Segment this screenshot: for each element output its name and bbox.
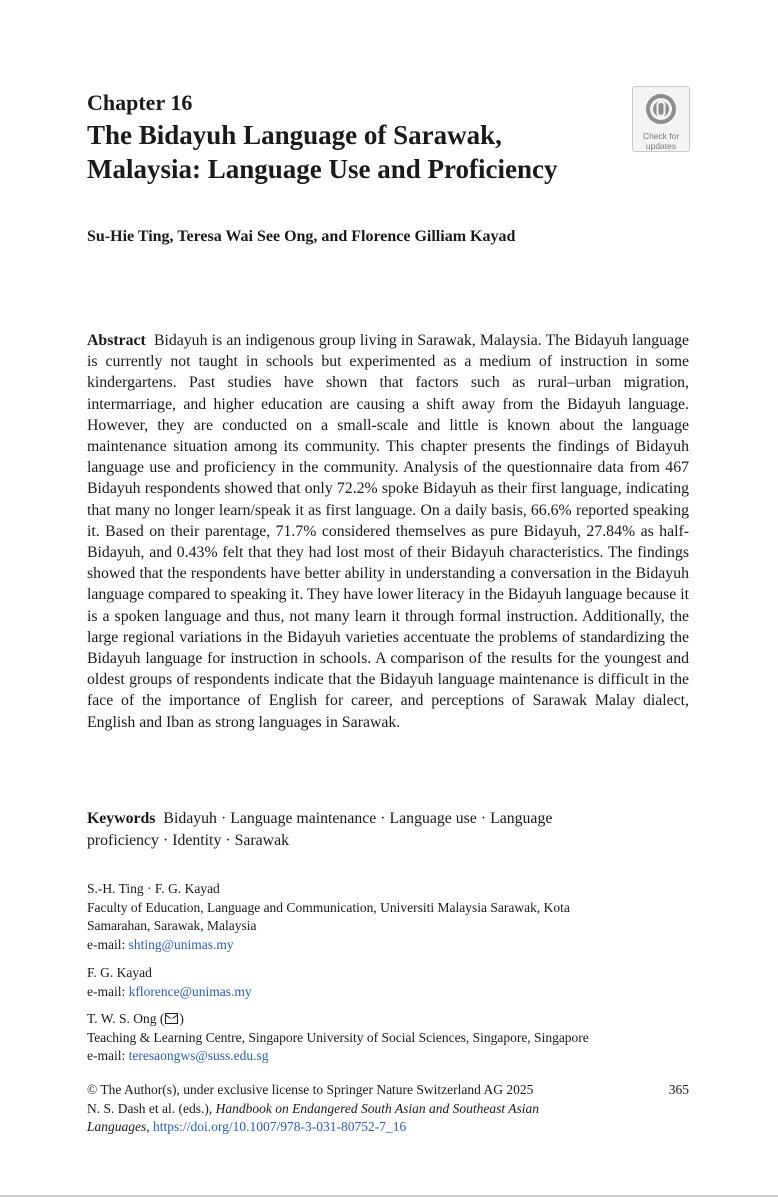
keywords: [87, 808, 689, 851]
citation-line: [87, 1100, 689, 1119]
copyright-line: © The Author(s), under exclusive license to Springer Nature Switzerland AG 2025: [87, 1082, 534, 1097]
affiliation-names-row: [87, 1010, 689, 1029]
email-link[interactable]: shting@unimas.my: [128, 936, 234, 952]
affiliation-institution: Teaching & Learning Centre, Singapore University of Social Sciences, Singapore, Singapore: [87, 1029, 589, 1045]
email-link[interactable]: kflorence@unimas.my: [128, 983, 252, 999]
check-for-updates-icon: [644, 92, 678, 126]
affiliation-institution: Faculty of Education, Language and Communication, Universiti Malaysia Sarawak, Kota: [87, 899, 570, 915]
envelope-icon: [165, 1013, 178, 1024]
keyword-separator: ·: [220, 810, 227, 827]
affiliation-names: F. G. Kayad: [87, 965, 152, 980]
keyword: Identity: [172, 831, 222, 849]
abstract-text: Bidayuh is an indigenous group living in Sarawak, Malaysia. The Bidayuh language is currently not taught in schools but experimented as a medium of instruction in some kindergartens. Past studies have shown that factors such as rural–urban migration, intermarriage, and higher education are causing a shift away from the Bidayuh language. However, they are conducted on a small-scale and little is known about the language maintenance situation among its community. This chapter presents the findings of Bidayuh language use and proficiency in the community. Analysis of the questionnaire data from 467 Bidayuh respondents showed that only 72.2% spoke Bidayuh as their first language, indicating that many no longer learn/​speak it as first language. On a daily basis, 66.6% reported speaking it. Based on their parentage, 71.7% considered themselves as pure Bidayuh, 27.84% as half-Bidayuh, and 0.43% felt that they had lost most of their Bidayuh characteristics. The findings showed that the respondents have better ability in understanding a conversation in the Bidayuh language compared to speaking it. They have lower literacy in the Bidayuh language because it is a spoken language and thus, not many learn it through formal instruction. Additionally, the large regional variations in the Bidayuh varieties accentuate the problems of standardizing the Bidayuh language for instruction in schools. A comparison of the results for the youngest and oldest groups of respondents indicate that the Bidayuh language maintenance is difficult in the face of the importance of English for career, and perceptions of Sarawak Malay dialect, English and Iban as strong languages in Sarawak.: [87, 332, 689, 731]
doi-link[interactable]: https://doi.org/10.1007/978-3-031-80752-7_16: [153, 1119, 407, 1134]
affiliation-block: [87, 964, 689, 1001]
abstract: [87, 330, 689, 733]
affiliation-names: T. W. S. Ong (: [87, 1011, 165, 1026]
affiliation-email-row: [87, 1047, 689, 1066]
chapter-title: [87, 118, 627, 186]
email-label: e-mail:: [87, 1048, 129, 1063]
citation-editors: N. S. Dash et al. (eds.),: [87, 1100, 216, 1116]
affiliation-block: [87, 1010, 689, 1066]
email-link[interactable]: teresaongws@suss.edu.sg: [128, 1048, 269, 1063]
keyword-separator: ·: [380, 810, 386, 827]
affiliation-names-suffix: ): [179, 1011, 184, 1026]
keyword-separator: ·: [225, 831, 231, 849]
author-list: Su-Hie Ting, Teresa Wai See Ong, and Florence Gilliam Kayad: [87, 228, 516, 245]
book-title: Handbook on Endangered South Asian and Southeast Asian: [215, 1100, 539, 1116]
chapter-title-line-2: Malaysia: Language Use and Proficiency: [87, 154, 558, 184]
keyword-separator: ·: [162, 831, 169, 849]
badge-label-1: Check for: [642, 131, 680, 141]
keyword: Language: [490, 810, 553, 827]
affiliation-institution: Samarahan, Sarawak, Malaysia: [87, 918, 257, 933]
affiliation-email-row: [87, 983, 689, 1002]
affiliation-email-row: [87, 936, 689, 955]
email-label: e-mail:: [87, 983, 129, 999]
keyword: Bidayuh: [163, 810, 217, 827]
badge-label-2: updates: [645, 141, 677, 151]
page-bottom-divider: [0, 1195, 778, 1197]
page-number: 365: [668, 1082, 689, 1097]
keyword: proficiency: [87, 831, 159, 849]
keyword: Language maintenance: [230, 810, 377, 827]
affiliation-block: [87, 880, 689, 954]
affiliation-names: S.-H. Ting · F. G. Kayad: [87, 881, 220, 896]
chapter-title-line-1: The Bidayuh Language of Sarawak,: [87, 120, 502, 150]
citation-line: [87, 1118, 689, 1137]
keywords-label: Keywords: [87, 810, 156, 827]
book-title: Languages: [87, 1119, 147, 1134]
keyword-separator: ·: [480, 810, 487, 827]
abstract-label: Abstract: [87, 332, 146, 349]
chapter-number: Chapter 16: [87, 90, 193, 115]
copyright-block: [87, 1081, 689, 1137]
citation-separator: ,: [146, 1119, 154, 1134]
email-label: e-mail:: [87, 936, 129, 952]
keyword: Sarawak: [234, 831, 289, 849]
check-for-updates-badge[interactable]: [632, 86, 690, 152]
keyword: Language use: [389, 810, 477, 827]
